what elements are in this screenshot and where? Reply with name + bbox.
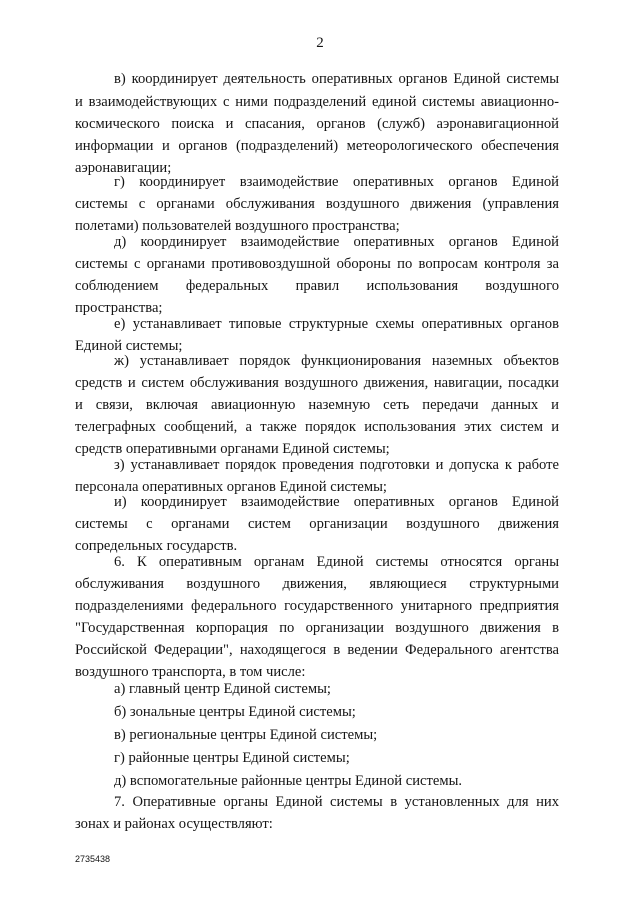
text-line: г) координирует взаимодействие оперативных органов Единой <box>114 174 559 190</box>
text-line: з) устанавливает порядок проведения подготовки и допуска к работе <box>114 457 559 473</box>
text-line: космического поиска и спасания, органов (служб) аэронавигационной <box>75 116 559 132</box>
text-line: информации и органов (подразделений) метеорологического обеспечения <box>75 138 559 154</box>
text-line: Российской Федерации", находящегося в ведении Федерального агентства <box>75 642 559 658</box>
text-line: воздушного транспорта, в том числе: <box>75 664 306 680</box>
text-line: а) главный центр Единой системы; <box>114 681 331 697</box>
text-line: г) районные центры Единой системы; <box>114 750 350 766</box>
text-line: в) региональные центры Единой системы; <box>114 727 378 743</box>
text-line: средств оперативными органами Единой системы; <box>75 441 390 457</box>
text-line: системы с органами систем организации воздушного движения <box>75 516 559 532</box>
text-line: аэронавигации; <box>75 160 172 176</box>
text-line: и) координирует взаимодействие оперативных органов Единой <box>114 494 559 510</box>
text-line: в) координирует деятельность оперативных органов Единой системы <box>114 71 559 87</box>
text-line: подразделениями федерального государственного унитарного предприятия <box>75 598 559 614</box>
text-line: средств и систем обслуживания воздушного движения, навигации, посадки <box>75 375 559 391</box>
text-line: персонала оперативных органов Единой системы; <box>75 479 387 495</box>
text-line: д) вспомогательные районные центры Единой системы. <box>114 773 463 789</box>
text-line: соблюдением федеральных правил использования воздушного <box>75 278 559 294</box>
text-line: системы с органами обслуживания воздушного движения (управления <box>75 196 559 212</box>
text-line: полетами) пользователей воздушного пространства; <box>75 218 400 234</box>
text-line: системы с органами противовоздушной обороны по вопросам контроля за <box>75 256 559 272</box>
document-code: 2735438 <box>75 854 111 864</box>
text-line: б) зональные центры Единой системы; <box>114 704 356 720</box>
text-line: 7. Оперативные органы Единой системы в установленных для них <box>114 794 559 810</box>
text-line: обслуживания воздушного движения, являющиеся структурными <box>75 576 559 592</box>
text-line: ж) устанавливает порядок функционирования наземных объектов <box>114 353 559 369</box>
text-line: и взаимодействующих с ними подразделений единой системы авиационно- <box>75 94 559 110</box>
text-line: зонах и районах осуществляют: <box>75 816 273 832</box>
text-line: сопредельных государств. <box>75 538 238 554</box>
text-line: Единой системы; <box>75 338 183 354</box>
page-number: 2 <box>316 35 324 51</box>
text-line: 6. К оперативным органам Единой системы относятся органы <box>114 554 559 570</box>
text-line: е) устанавливает типовые структурные схемы оперативных органов <box>114 316 559 332</box>
text-line: д) координирует взаимодействие оперативных органов Единой <box>114 234 559 250</box>
text-line: и связи, включая авиационную наземную сеть передачи данных и <box>75 397 559 413</box>
text-line: телеграфных сообщений, а также порядок использования этих систем и <box>75 419 559 435</box>
text-line: пространства; <box>75 300 163 316</box>
text-line: "Государственная корпорация по организации воздушного движения в <box>75 620 559 636</box>
